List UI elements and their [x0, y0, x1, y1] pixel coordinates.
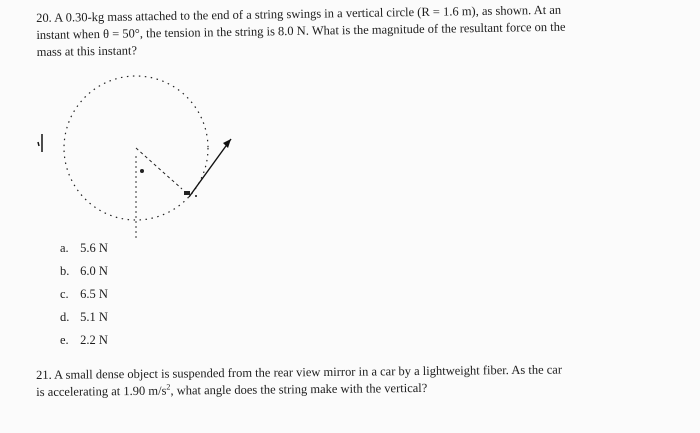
answer-choices: [60, 237, 108, 352]
choice-e[interactable]: [60, 329, 108, 352]
question-20-line-3: mass at this instant?: [36, 43, 138, 59]
velocity-arrow: [189, 139, 231, 197]
vertical-circle-diagram: [26, 70, 246, 250]
choice-c[interactable]: [60, 283, 108, 306]
mass-block: [184, 191, 190, 195]
question-21-line-1: 21. A small dense object is suspended from the rear view mirror in a car by a lightweight fiber. As the car: [36, 362, 563, 382]
question-21: [36, 360, 676, 401]
choice-letter: c.: [60, 287, 69, 301]
choice-a[interactable]: [60, 237, 108, 260]
choice-value: 6.0 N: [80, 264, 108, 278]
choice-d[interactable]: [60, 306, 108, 329]
velocity-arrowhead: [223, 139, 231, 148]
question-21-line-2-end: , what angle does the string make with the vertical?: [170, 380, 428, 398]
choice-letter: b.: [60, 264, 70, 278]
choice-letter: d.: [60, 310, 70, 324]
question-20-line-1: 20. A 0.30-kg mass attached to the end of a string swings in a vertical circle (R = 1.6 m), as shown. At an: [36, 2, 562, 25]
choice-value: 5.6 N: [80, 241, 108, 255]
question-20-line-2: instant when θ = 50°, the tension in the string is 8.0 N. What is the magnitude of the resultant force on the: [36, 19, 566, 42]
question-20: [36, 0, 667, 61]
pivot-dot: [140, 169, 144, 173]
choice-letter: a.: [60, 241, 69, 255]
string-line: [136, 148, 182, 189]
choice-value: 2.2 N: [80, 333, 108, 347]
left-mark-small: [38, 142, 39, 146]
squared-superscript: 2: [166, 382, 171, 392]
choice-letter: e.: [60, 333, 69, 347]
choice-value: 5.1 N: [80, 310, 108, 324]
choice-b[interactable]: [60, 260, 108, 283]
choice-value: 6.5 N: [80, 287, 108, 301]
question-21-line-2-start: is accelerating at 1.90 m/s: [36, 383, 167, 399]
